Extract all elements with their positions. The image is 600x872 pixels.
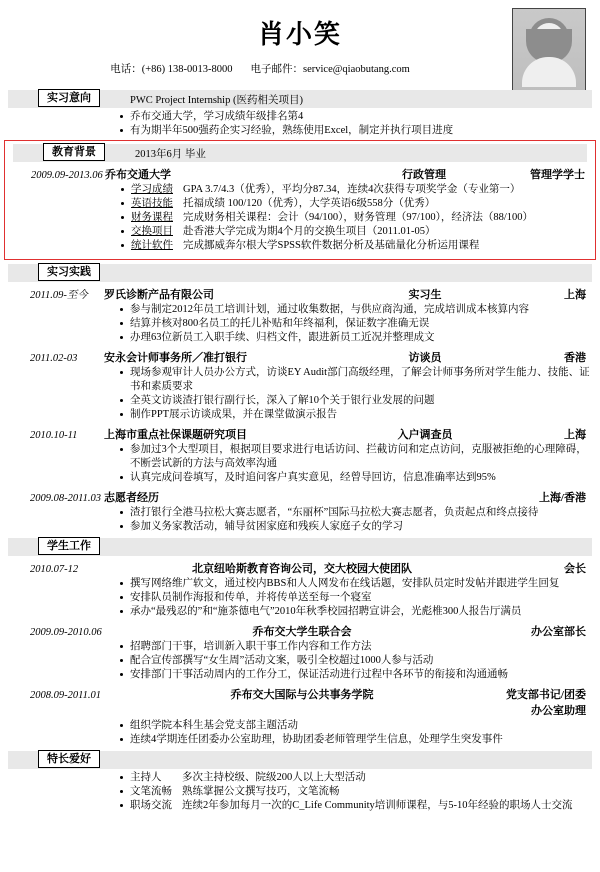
- education-item-text: 完成财务相关课程：会计（94/100），财务管理（97/100），经济法（88/100）: [183, 212, 534, 223]
- phone-label: 电话：: [110, 64, 142, 75]
- education-item-label: 交换项目: [131, 226, 173, 237]
- education-major: 行政管理: [402, 169, 446, 181]
- practice-entry-header: [8, 424, 592, 442]
- education-item-text: GPA 3.7/4.3（优秀），平均分87.34，连续4次获得专项奖学金（专业第一）: [183, 184, 521, 195]
- entry-role: 访谈员: [408, 352, 442, 364]
- list-item: [120, 771, 592, 785]
- list-item: 乔布交通大学，学习成绩年级排名第4: [120, 110, 592, 124]
- list-item: 参加义务家教活动，辅导贫困家庭和残疾人家庭子女的学习: [120, 520, 592, 534]
- practice-entry-header: [8, 284, 592, 302]
- list-item: 连续4学期连任团委办公室助理，协助团委老师管理学生信息，处理学生突发事件: [120, 733, 592, 747]
- entry-org: 乔布交大国际与公共事务学院: [230, 689, 374, 701]
- education-highlight-box: [4, 140, 596, 260]
- section-title-practice: 实习实践: [38, 263, 100, 281]
- education-item-text: 托福成绩 100/120（优秀），大学英语6级558分（优秀）: [183, 198, 436, 209]
- education-item-text: 赴香港大学完成为期4个月的交换生项目（2011.01-05）: [183, 226, 436, 237]
- education-degree: 管理学学士: [530, 169, 585, 181]
- education-school: 乔布交通大学: [105, 169, 171, 181]
- education-item-label: 学习成绩: [131, 184, 173, 195]
- section-title-skills: 特长爱好: [38, 750, 100, 768]
- entry-date: 2011.02-03: [30, 353, 78, 364]
- avatar-shoulders: [522, 57, 576, 87]
- skill-text: 熟练掌握公文撰写技巧，文笔流畅: [182, 786, 340, 797]
- list-item: 配合宣传部撰写“女生周”活动文案，吸引全校超过1000人参与活动: [120, 654, 592, 668]
- entry-date: 2009.08-2011.03: [30, 493, 101, 504]
- entry-date: 2010.07-12: [30, 564, 79, 575]
- list-item: [120, 785, 592, 799]
- list-item: 全英文访谈渣打银行副行长，深入了解10个关于银行业发展的问题: [120, 394, 592, 408]
- practice-entry-header: [8, 487, 592, 505]
- section-title-intent: 实习意向: [38, 89, 100, 107]
- education-item-label: 英语技能: [131, 198, 173, 209]
- entry-location: 香港: [564, 352, 586, 364]
- list-item: 参加过3个大型项目，根据项目要求进行电话访问、拦截访问和定点访问，克服被拒绝的心理障碍，不断尝试新的方法与高效率沟通: [120, 443, 592, 471]
- entry-date: 2009.09-2010.06: [30, 627, 102, 638]
- entry-org: 罗氏诊断产品有限公司: [104, 289, 214, 301]
- skill-text: 多次主持校级、院级200人以上大型活动: [182, 772, 366, 783]
- email-label: 电子邮件：: [250, 64, 304, 75]
- list-item: [121, 211, 591, 225]
- entry-role: 党支部书记/团委办公室助理: [505, 689, 586, 717]
- list-item: 办理63位新员工入职手续、归档文件，跟进新员工近况并整理成文: [120, 331, 592, 345]
- resume-header: [0, 0, 600, 86]
- education-item-label: 统计软件: [131, 240, 173, 251]
- page-title: 肖小笑: [257, 20, 342, 49]
- entry-bullets: [8, 303, 592, 345]
- email-value: service@qiaobutang.com: [303, 64, 410, 75]
- section-bar-skills: [8, 751, 592, 769]
- education-date: 2009.09-2013.06: [31, 170, 103, 181]
- practice-entry-header: [8, 347, 592, 365]
- entry-org: 乔布交大学生联合会: [252, 626, 352, 638]
- entry-bullets: [8, 443, 592, 485]
- list-item: 参与制定2012年员工培训计划，通过收集数据，与供应商沟通，完成培训成本核算内容: [120, 303, 592, 317]
- section-bar-practice: [8, 264, 592, 282]
- skill-label: 主持人: [130, 772, 162, 783]
- entry-bullets: [8, 640, 592, 682]
- entry-org: 安永会计师事务所／准打银行: [104, 352, 247, 364]
- entry-bullets: [8, 506, 592, 534]
- avatar: [512, 8, 586, 102]
- practice-block: [8, 284, 592, 534]
- education-item-label: 财务课程: [131, 212, 173, 223]
- entry-location: 上海/香港: [538, 492, 586, 504]
- list-item: 结算并核对800名员工的托儿补贴和年终福利，保证数字准确无误: [120, 317, 592, 331]
- education-item-text: 完成挪威奔尔根大学SPSS软件数据分析及基础量化分析运用课程: [183, 240, 480, 251]
- entry-role: 入户调查员: [397, 429, 453, 441]
- entry-role: 会长: [564, 563, 586, 575]
- skills-block: [8, 771, 592, 813]
- list-item: 安排队员制作海报和传单，并将传单送至每一个寝室: [120, 591, 592, 605]
- list-item: 撰写网络维广软文，通过校内BBS和人人网发布在线话题，安排队员定时发帖并跟进学生回复: [120, 577, 592, 591]
- education-entry-header: [9, 164, 591, 182]
- entry-role: 办公室部长: [531, 626, 586, 638]
- list-item: 承办“最残忍的”和“施茶德电气”2010年秋季校园招聘宣讲会，光彪椎300人报告厅满员: [120, 605, 592, 619]
- entry-role: 实习生: [408, 289, 442, 301]
- list-item: [121, 183, 591, 197]
- student-work-entry-header: [8, 558, 592, 576]
- intent-position: PWC Project Internship (医药相关项目): [130, 95, 303, 106]
- list-item: 组织学院本科生基会党支部主题活动: [120, 719, 592, 733]
- list-item: 认真完成问卷填写，及时追问客户真实意见，经曾导回访，信息准确率达到95%: [120, 471, 592, 485]
- entry-bullets: [8, 366, 592, 422]
- list-item: [121, 225, 591, 239]
- section-bar-education: [13, 144, 587, 162]
- entry-location: 上海: [564, 289, 586, 301]
- section-title-student-work: 学生工作: [38, 537, 100, 555]
- list-item: 安排部门干事活动周内的工作分工，保证活动进行过程中各环节的衔接和沟通通畅: [120, 668, 592, 682]
- entry-date: 2008.09-2011.01: [30, 690, 101, 701]
- entry-location: 上海: [564, 429, 586, 441]
- skills-bullets: [8, 771, 592, 813]
- skill-text: 连续2年参加每月一次的C_Life Community培训师课程，与5-10年经验的职场人士交流: [182, 800, 573, 811]
- education-details: [9, 183, 591, 253]
- skill-label: 职场交流: [130, 800, 172, 811]
- phone-value: (+86) 138-0013-8000: [141, 64, 233, 75]
- entry-date: 2011.09-至今: [30, 290, 88, 301]
- list-item: 制作PPT展示访谈成果，并在课堂做演示报告: [120, 408, 592, 422]
- education-graduation: 2013年6月 毕业: [135, 149, 206, 160]
- entry-bullets: [8, 577, 592, 619]
- student-work-block: [8, 558, 592, 747]
- entry-org: 志愿者经历: [104, 492, 159, 504]
- list-item: 有为期半年500强药企实习经验，熟练使用Excel，制定并执行项目进度: [120, 124, 592, 138]
- section-bar-intent: [8, 90, 592, 108]
- list-item: [120, 799, 592, 813]
- entry-date: 2010.10-11: [30, 430, 78, 441]
- list-item: 渣打银行全港马拉松大赛志愿者，“东丽杯”国际马拉松大赛志愿者，负责起点和终点接待: [120, 506, 592, 520]
- list-item: [121, 239, 591, 253]
- student-work-entry-header: [8, 621, 592, 639]
- skill-label: 文笔流畅: [130, 786, 172, 797]
- intent-block: [8, 110, 592, 138]
- entry-bullets: [8, 719, 592, 747]
- list-item: [121, 197, 591, 211]
- entry-org: 上海市重点社保课题研究项目: [104, 429, 247, 441]
- list-item: 现场参观审计人员办公方式，访谈EY Audit部门高级经理，了解会计师事务所对学生能力、技能、证书和素质要求: [120, 366, 592, 394]
- section-bar-student-work: [8, 538, 592, 556]
- section-title-education: 教育背景: [43, 143, 105, 161]
- intent-bullets: [8, 110, 592, 138]
- student-work-entry-header: [8, 684, 592, 718]
- entry-org: 北京纽哈斯教育咨询公司，交大校园大使团队: [192, 563, 412, 575]
- list-item: 招聘部门干事，培训新入职干事工作内容和工作方法: [120, 640, 592, 654]
- contact-line: [0, 61, 600, 76]
